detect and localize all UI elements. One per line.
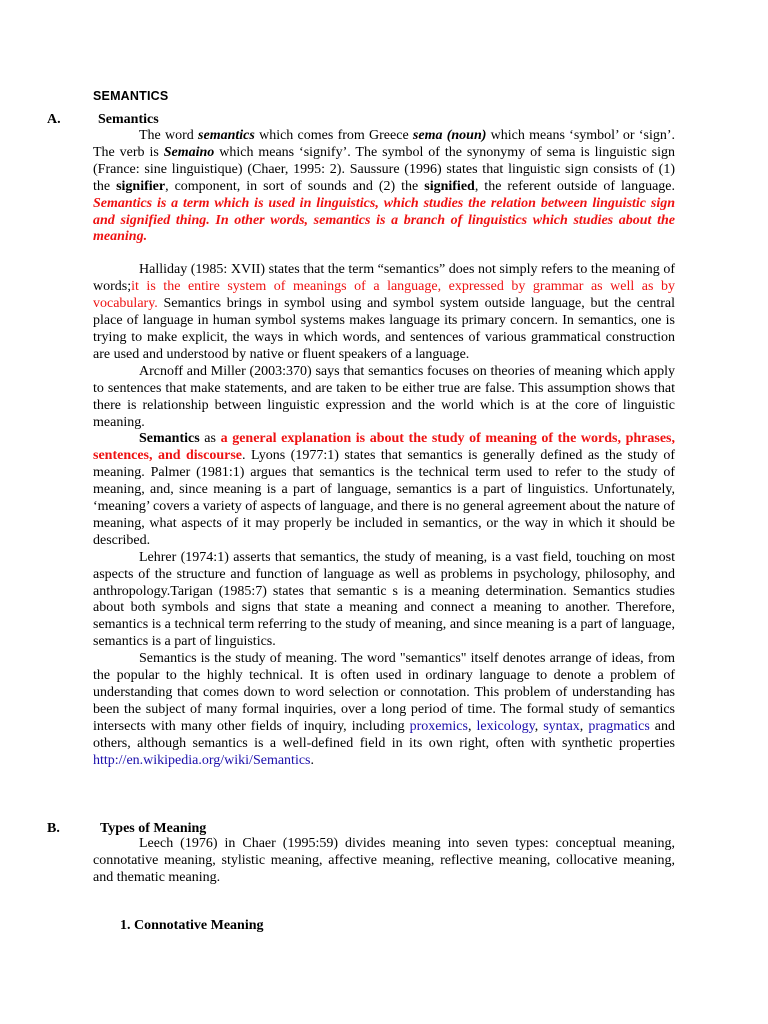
paragraph-arcnoff: Arcnoff and Miller (2003:370) says that semantics focuses on theories of meaning which apply to sentences that make statements, and are taken to be either true are false. This assumption shows that there is relationship between linguistic expression and the world which is at the core of linguistic meaning. [93, 363, 675, 430]
section-a-letter: A. [47, 112, 61, 127]
paragraph-study-of-meaning: Semantics is the study of meaning. The word "semantics" itself denotes arrange of ideas, from the popular to the highly technical. It is often used in ordinary language to denote a problem of understanding that comes down to word selection or connotation. This problem of understanding has been the subject of many formal inquiries, over a long period of time. The formal study of semantics intersects with many other fields of inquiry, including proxemics, lexicology, syntax, pragmatics and others, although semantics is a well-defined field in its own right, often with synthetic properties http://en.wikipedia.org/wiki/Semantics. [93, 651, 676, 768]
paragraph-halliday: Halliday (1985: XVII) states that the term “semantics” does not simply refers to the meaning of words;it is the entire system of meanings of a language, expressed by grammar as well as by vocabulary. Semantics brings in symbol using and symbol system outside language, but the central place of language in human symbol systems makes language its primary concern. In semantics, one is trying to make explicit, the ways in which words, and sentences of various grammatical construction are used and understood by native or fluent speakers of a language. [93, 262, 675, 362]
document-title: SEMANTICS [93, 89, 169, 103]
section-b-letter: B. [47, 821, 60, 836]
section-b-heading: Types of Meaning [100, 821, 207, 836]
section-a-body [93, 128, 675, 770]
paragraph-general-explanation: Semantics as a general explanation is about the study of meaning of the words, phrases, sentences, and discourse. Lyons (1977:1) states that semantics is generally defined as the study of meaning. Palmer (1981:1) argues that semantics is the technical term used to refer to the study of meaning, and, since meaning is a part of language, semantics is a part of linguistics. Unfortunately, ‘meaning’ covers a variety of aspects of language, and there is no general agreement about the nature of meaning, what aspects of it may properly be included in semantics, or the way in which it should be described. [93, 431, 675, 548]
link-syntax[interactable]: syntax [543, 718, 580, 734]
subsection-connotative-heading: 1. Connotative Meaning [120, 918, 264, 933]
link-proxemics[interactable]: proxemics [409, 718, 468, 734]
link-wikipedia-semantics[interactable]: http://en.wikipedia.org/wiki/Semantics [93, 752, 311, 768]
paragraph-lehrer: Lehrer (1974:1) asserts that semantics, the study of meaning, is a vast field, touching on most aspects of the structure and function of language as well as problems in psychology, philosophy, and anthropology.Tarigan (1985:7) states that semantic s is a meaning determination. Semantics studies about both symbols and signs that state a meaning and connect a meaning to another. Therefore, semantics is a technical term referring to the study of meaning, and since meaning is a part of language, semantics is a part of linguistics. [93, 549, 675, 650]
section-b-body [93, 836, 675, 887]
paragraph-leech: Leech (1976) in Chaer (1995:59) divides meaning into seven types: conceptual meaning, connotative meaning, stylistic meaning, affective meaning, reflective meaning, collocative meaning, and thematic meaning. [93, 836, 675, 885]
section-a-heading: Semantics [98, 112, 159, 127]
link-lexicology[interactable]: lexicology [476, 718, 535, 734]
link-pragmatics[interactable]: pragmatics [588, 718, 650, 734]
paragraph-semantics-origin: The word semantics which comes from Greece sema (noun) which means ‘symbol’ or ‘sign’. The verb is Semaino which means ‘signify’. The symbol of the synonymy of sema is linguistic sign (France: sine linguistique) (Chaer, 1995: 2). Saussure (1996) states that linguistic sign consists of (1) the signifier, component, in sort of sounds and (2) the signified, the referent outside of language. Semantics is a term which is used in linguistics, which studies the relation between linguistic sign and signified thing. In other words, semantics is a branch of linguistics which studies about the meaning. [93, 128, 676, 245]
